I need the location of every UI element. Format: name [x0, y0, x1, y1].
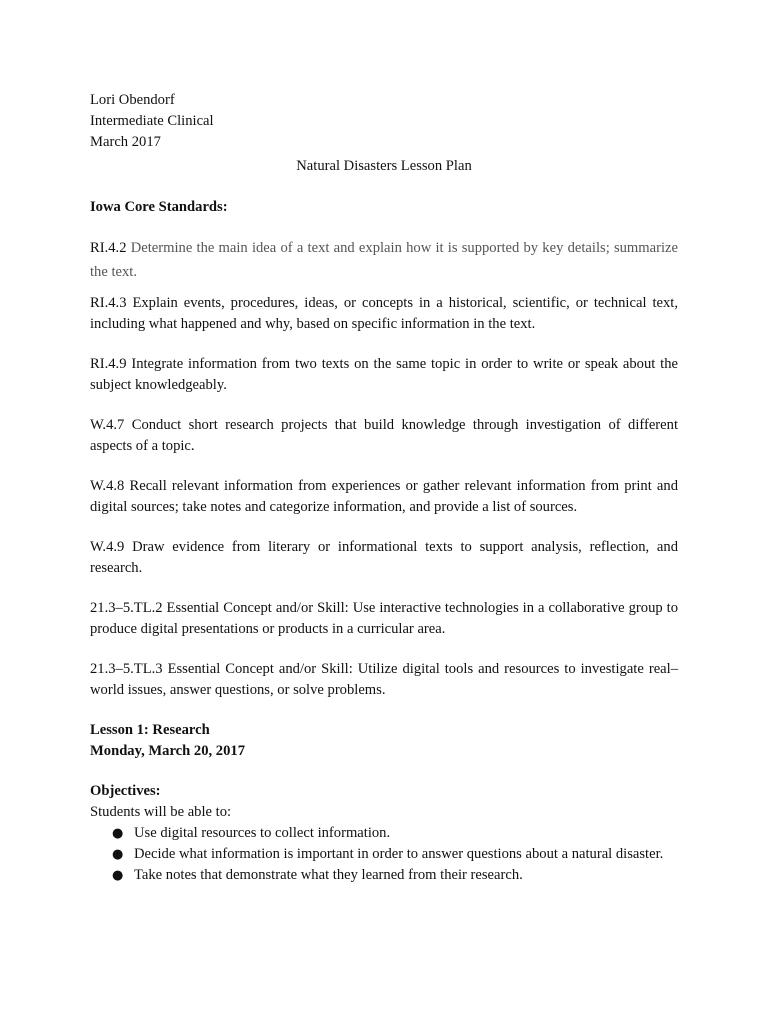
standard-item [90, 598, 678, 640]
objective-text: Take notes that demonstrate what they learned from their research. [134, 867, 523, 883]
standard-item [90, 415, 678, 457]
standard-code: 21.3–5.TL.2 [90, 600, 163, 616]
objective-text: Decide what information is important in order to answer questions about a natural disaster. [134, 846, 664, 862]
objective-text: Use digital resources to collect information. [134, 825, 391, 841]
standard-text: Essential Concept and/or Skill: Use interactive technologies in a collaborative group to produce digital presentations or products in a curricular area. [90, 600, 678, 637]
standard-text: Recall relevant information from experiences or gather relevant information from print and digital sources; take notes and categorize information, and provide a list of sources. [90, 478, 679, 515]
document-header [90, 90, 678, 153]
standard-code: W.4.7 [90, 417, 125, 433]
standard-code: W.4.9 [90, 539, 125, 555]
bullet-icon: ● [112, 847, 124, 862]
standard-code: 21.3–5.TL.3 [90, 661, 163, 677]
standard-text: Draw evidence from literary or informational texts to support analysis, reflection, and research. [90, 539, 678, 576]
list-item [112, 865, 678, 886]
objectives-list [90, 823, 678, 886]
list-item [112, 844, 678, 865]
document-page [90, 90, 678, 886]
standard-item [90, 476, 678, 518]
list-item [112, 823, 678, 844]
document-title: Natural Disasters Lesson Plan [296, 158, 472, 174]
lesson-date: Monday, March 20, 2017 [90, 743, 245, 759]
standards-heading: Iowa Core Standards: [90, 199, 228, 215]
standard-item [90, 354, 678, 396]
bullet-icon: ● [112, 826, 124, 841]
document-date: March 2017 [90, 134, 161, 150]
objectives-intro: Students will be able to: [90, 804, 232, 820]
course-name: Intermediate Clinical [90, 113, 214, 129]
standard-text: Explain events, procedures, ideas, or concepts in a historical, scientific, or technical text, including what happened and why, based on specific information in the text. [90, 295, 678, 332]
standard-code: RI.4.3 [90, 295, 127, 311]
standard-code: RI.4.9 [90, 356, 127, 372]
standard-item [90, 293, 678, 335]
standard-text: Conduct short research projects that build knowledge through investigation of different aspects of a topic. [90, 417, 678, 454]
standard-item [90, 537, 678, 579]
standard-text: Determine the main idea of a text and explain how it is supported by key details; summarize the text. [90, 240, 678, 280]
author-name: Lori Obendorf [90, 92, 175, 108]
standard-text: Integrate information from two texts on the same topic in order to write or speak about the subject knowledgeably. [90, 356, 678, 393]
objectives-heading: Objectives: [90, 783, 161, 799]
objectives-section [90, 781, 678, 886]
lesson-header [90, 720, 678, 762]
standard-item [90, 659, 678, 701]
standard-text: Essential Concept and/or Skill: Utilize digital tools and resources to investigate real–world issues, answer questions, or solve problems. [90, 661, 678, 698]
standard-code: RI.4.2 [90, 240, 127, 256]
lesson-title: Lesson 1: Research [90, 722, 210, 738]
standard-code: W.4.8 [90, 478, 125, 494]
standard-item [90, 236, 678, 284]
bullet-icon: ● [112, 868, 124, 883]
